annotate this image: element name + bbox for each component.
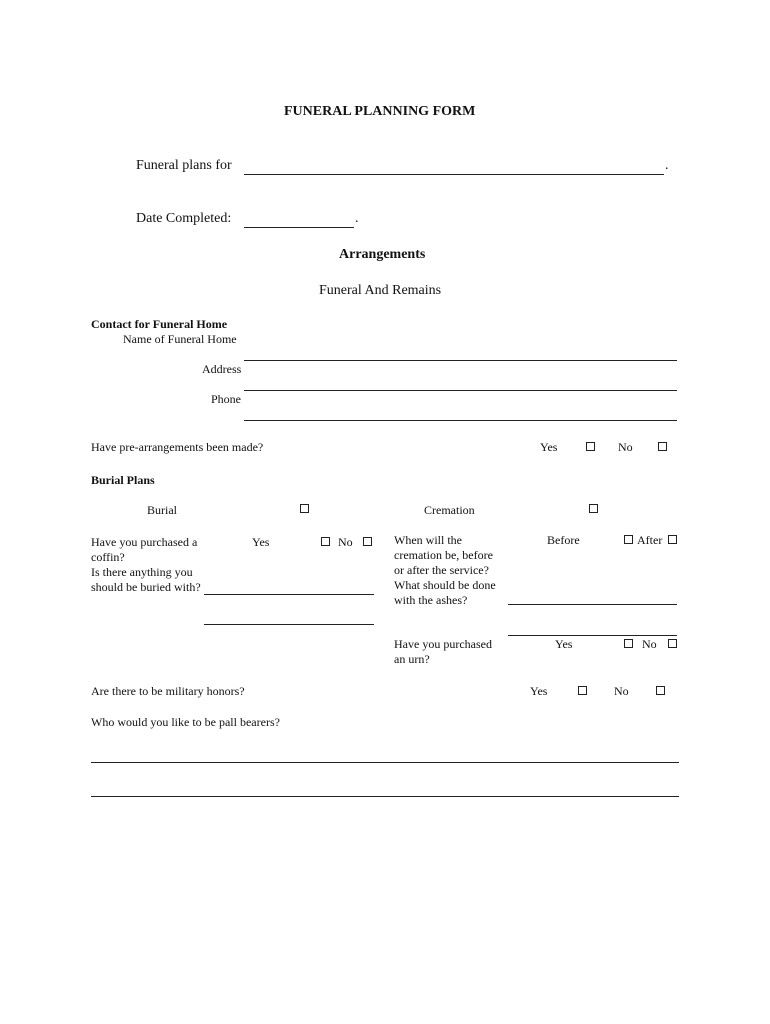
plans-for-field[interactable]	[244, 174, 664, 175]
phone-field[interactable]	[244, 420, 677, 421]
coffin-no-label: No	[338, 535, 353, 549]
pall-bearers-field-2[interactable]	[91, 796, 679, 797]
plans-for-label: Funeral plans for	[136, 158, 232, 173]
prearrangements-yes-checkbox[interactable]	[586, 442, 595, 451]
military-honors-question: Are there to be military honors?	[91, 684, 245, 698]
pall-bearers-question: Who would you like to be pall bearers?	[91, 715, 280, 729]
cremation-checkbox[interactable]	[589, 504, 598, 513]
prearrangements-question: Have pre-arrangements been made?	[91, 440, 264, 454]
ashes-question: What should be done with the ashes?	[394, 578, 496, 607]
coffin-yes-checkbox[interactable]	[321, 537, 330, 546]
buried-with-question: Is there anything you should be buried with?	[91, 565, 201, 594]
contact-heading: Contact for Funeral Home	[91, 317, 228, 331]
military-no-checkbox[interactable]	[656, 686, 665, 695]
date-completed-field[interactable]	[244, 227, 354, 228]
buried-with-field-1[interactable]	[204, 594, 374, 595]
before-label: Before	[547, 533, 580, 547]
date-completed-period: .	[355, 211, 359, 226]
burial-plans-heading: Burial Plans	[91, 473, 155, 487]
date-completed-label: Date Completed:	[136, 211, 232, 226]
cremation-timing-question: When will the cremation be, before or after the service?	[394, 533, 493, 577]
urn-yes-checkbox[interactable]	[624, 639, 633, 648]
prearrangements-no-label: No	[618, 440, 633, 454]
form-title: FUNERAL PLANNING FORM	[284, 104, 476, 119]
urn-no-label: No	[642, 637, 657, 651]
military-no-label: No	[614, 684, 629, 698]
military-yes-label: Yes	[530, 684, 548, 698]
coffin-question: Have you purchased a coffin?	[91, 535, 198, 564]
after-checkbox[interactable]	[668, 535, 677, 544]
address-label: Address	[202, 362, 242, 376]
urn-yes-label: Yes	[555, 637, 573, 651]
address-field[interactable]	[244, 390, 677, 391]
ashes-field-1[interactable]	[508, 604, 677, 605]
prearrangements-no-checkbox[interactable]	[658, 442, 667, 451]
funeral-home-name-field[interactable]	[244, 360, 677, 361]
after-label: After	[637, 533, 663, 547]
plans-for-period: .	[665, 158, 669, 173]
urn-question: Have you purchased an urn?	[394, 637, 492, 666]
cremation-option-label: Cremation	[424, 503, 475, 517]
section-heading: Arrangements	[339, 247, 426, 262]
before-checkbox[interactable]	[624, 535, 633, 544]
urn-no-checkbox[interactable]	[668, 639, 677, 648]
military-yes-checkbox[interactable]	[578, 686, 587, 695]
subsection-heading: Funeral And Remains	[319, 283, 442, 298]
prearrangements-yes-label: Yes	[540, 440, 558, 454]
buried-with-field-2[interactable]	[204, 624, 374, 625]
funeral-home-name-label: Name of Funeral Home	[123, 332, 237, 346]
pall-bearers-field-1[interactable]	[91, 762, 679, 763]
coffin-no-checkbox[interactable]	[363, 537, 372, 546]
burial-checkbox[interactable]	[300, 504, 309, 513]
burial-option-label: Burial	[147, 503, 177, 517]
coffin-yes-label: Yes	[252, 535, 270, 549]
ashes-field-2[interactable]	[508, 635, 677, 636]
phone-label: Phone	[211, 392, 241, 406]
